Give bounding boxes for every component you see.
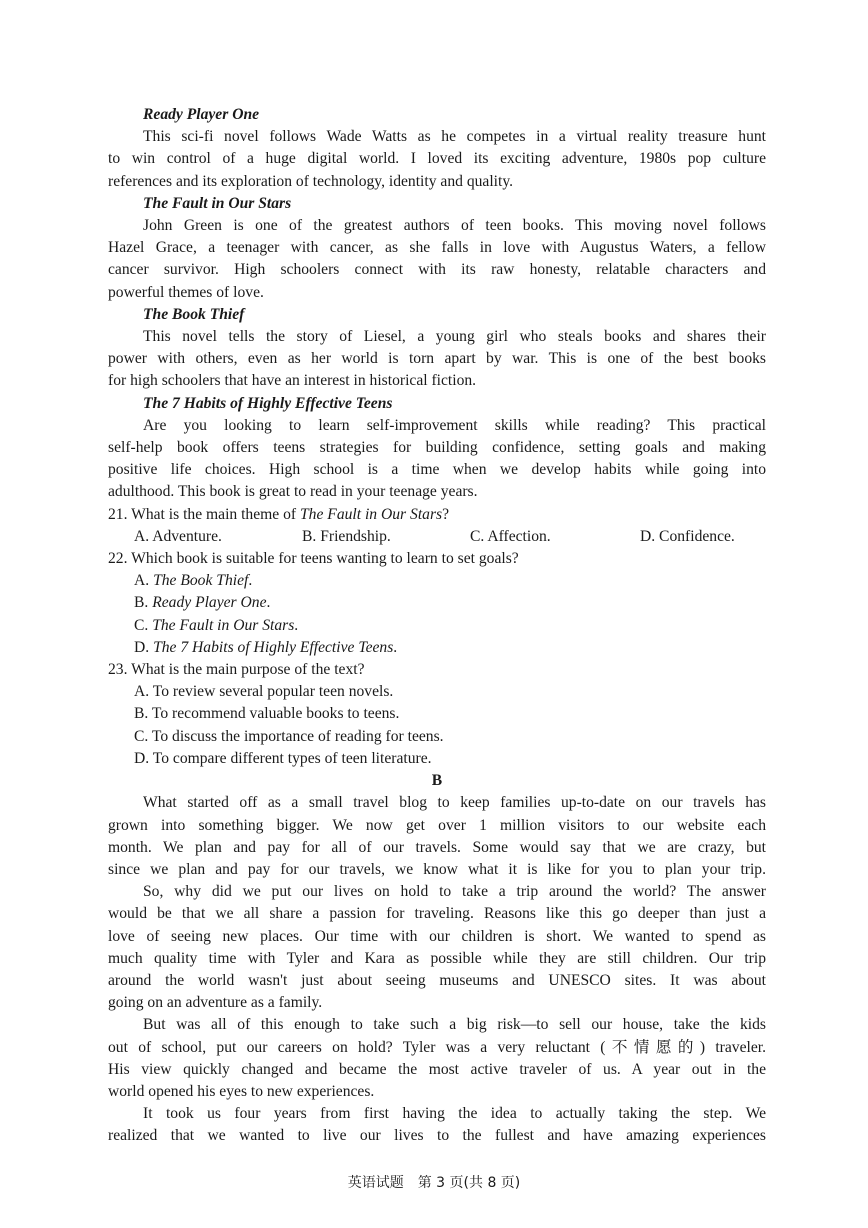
option-d[interactable] [108,637,766,659]
question-21 [108,504,766,526]
option-letter: C. [134,616,153,634]
body-line: His view quickly changed and became the most active traveler of us. A year out in the [108,1060,766,1078]
option-end: . [294,616,299,634]
option-title: The 7 Habits of Highly Effective Teens [153,638,394,656]
option-b[interactable]: B. Friendship. [302,527,391,545]
body-line: It took us four years from first having the idea to actually taking the step. We [143,1105,766,1123]
body-line: powerful themes of love. [108,283,264,301]
exam-page [108,104,766,1148]
question-23: 23. What is the main purpose of the text? [108,661,365,679]
body-line: much quality time with Tyler and Kara as possible while they are still children. Our trip [108,949,766,967]
option-d[interactable]: D. To compare different types of teen literature. [134,749,432,767]
question-title-ref: The Fault in Our Stars [300,505,443,523]
book-title: The Fault in Our Stars [143,194,292,212]
book-title: The Book Thief [143,305,245,323]
option-c[interactable]: C. Affection. [470,527,551,545]
option-b[interactable] [108,592,766,614]
option-c[interactable] [108,615,766,637]
book-title: Ready Player One [143,106,260,123]
book-title: The 7 Habits of Highly Effective Teens [143,394,393,412]
body-line: Are you looking to learn self-improvement skills while reading? This practical [143,416,766,434]
body-line: Hazel Grace, a teenager with cancer, as she falls in love with Augustus Waters, a fellow [108,239,766,257]
option-a[interactable]: A. To review several popular teen novels. [134,683,394,701]
body-line: month. We plan and pay for all of our travels. Some would say that we are crazy, but [108,838,766,856]
body-line: self-help book offers teens strategies for building confidence, setting goals and making [108,439,766,457]
body-line: around the world wasn't just about seeing museums and UNESCO sites. It was about [108,971,766,989]
body-line: would be that we all share a passion for traveling. Reasons like this go deeper than just a [108,905,766,923]
option-letter: B. [134,594,153,612]
option-end: . [248,572,253,590]
option-end: . [266,594,271,612]
option-c[interactable]: C. To discuss the importance of reading for teens. [134,727,444,745]
option-b[interactable]: B. To recommend valuable books to teens. [134,705,400,723]
body-line: power with others, even as her world is torn apart by war. This is one of the best books [108,350,766,368]
body-line: world opened his eyes to new experiences. [108,1082,375,1100]
option-letter: D. [134,638,154,656]
body-line: going on an adventure as a family. [108,994,323,1012]
body-line: since we plan and pay for our travels, we know what it is like for you to plan your trip. [108,860,766,878]
body-line: references and its exploration of technology, identity and quality. [108,172,514,190]
body-line: What started off as a small travel blog to keep families up-to-date on our travels has [143,794,766,812]
body-line: positive life choices. High school is a time when we develop habits while going into [108,461,766,479]
page-footer: 英语试题 第 3 页(共 8 页) [347,1175,521,1191]
option-title: The Book Thief [153,572,249,590]
body-line: This novel tells the story of Liesel, a young girl who steals books and shares their [143,328,766,346]
option-a[interactable]: A. Adventure. [134,527,222,545]
body-line: love of seeing new places. Our time with our children is short. We wanted to spend as [108,927,766,945]
option-letter: A. [134,572,154,590]
body-line: But was all of this enough to take such a big risk—to sell our house, take the kids [143,1016,766,1034]
option-title: Ready Player One [152,594,267,612]
body-line: realized that we wanted to live our lives to the fullest and have amazing experiences [108,1127,766,1145]
option-title: The Fault in Our Stars [152,616,295,634]
question-stem: 21. What is the main theme of [108,505,300,523]
body-line: out of school, put our careers on hold? Tyler was a very reluctant (不情愿的) traveler. [108,1038,766,1056]
option-a[interactable] [108,570,766,592]
body-line: for high schoolers that have an interest in historical fiction. [108,372,477,390]
question-end: ? [442,505,450,523]
body-line: adulthood. This book is great to read in your teenage years. [108,483,478,501]
question-22: 22. Which book is suitable for teens wanting to learn to set goals? [108,550,519,568]
option-d[interactable]: D. Confidence. [640,527,735,545]
body-line: This sci-fi novel follows Wade Watts as he competes in a virtual reality treasure hunt [143,128,766,146]
section-heading: B [431,772,443,790]
body-line: grown into something bigger. We now get over 1 million visitors to our website each [108,816,766,834]
option-end: . [393,638,398,656]
question-21-options [108,526,766,548]
body-line: So, why did we put our lives on hold to take a trip around the world? The answer [143,883,766,901]
body-line: cancer survivor. High schoolers connect with its raw honesty, relatable characters and [108,261,766,279]
body-line: to win control of a huge digital world. I loved its exciting adventure, 1980s pop culture [108,150,766,168]
body-line: John Green is one of the greatest authors of teen books. This moving novel follows [143,217,766,235]
